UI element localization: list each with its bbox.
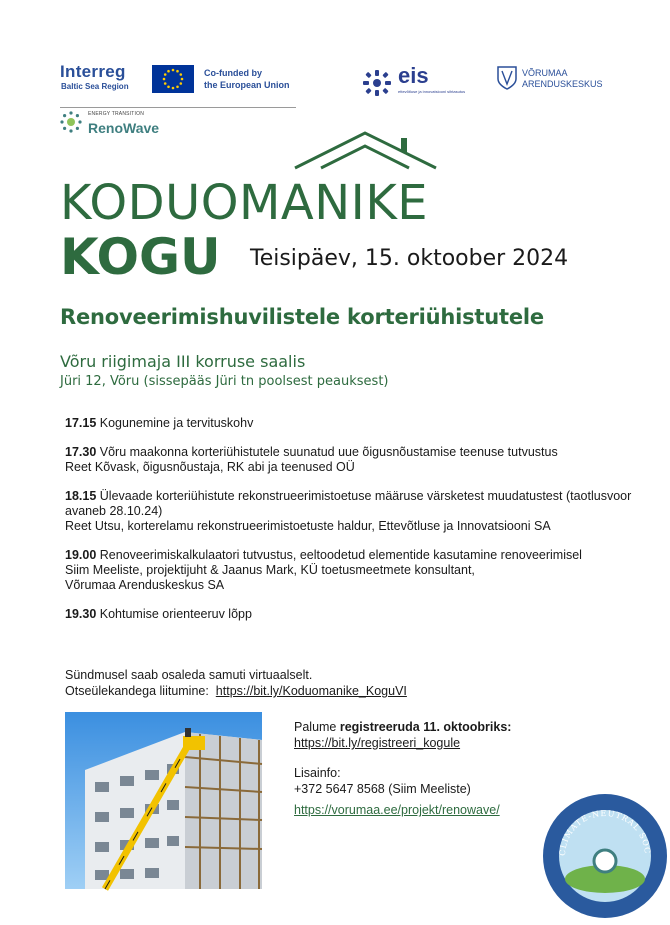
logo-divider: [60, 107, 296, 108]
agenda-speaker: Siim Meeliste, projektijuht & Jaanus Mark, KÜ toetusmeetmete konsultant,: [65, 563, 475, 577]
event-title-line2: KOGU: [60, 228, 221, 286]
agenda-speaker: Reet Utsu, korterelamu rekonstrueerimistoetuste haldur, Ettevõtluse ja Innovatsiooni SA: [65, 519, 551, 533]
virtual-participation: [65, 667, 625, 699]
project-website-link[interactable]: https://vorumaa.ee/projekt/renowave/: [294, 803, 500, 817]
agenda-time: 19.00: [65, 548, 97, 562]
eis-logo-icon: [359, 68, 395, 98]
agenda-title: Ülevaade korteriühistute rekonstrueerimistoetuse määruse värsketest muudatustest (taotlusvoor avaneb 28.10.24): [65, 489, 632, 518]
registration-request: Palume registreeruda 11. oktoobriks:: [294, 720, 512, 734]
agenda-title: Kogunemine ja tervituskohv: [99, 416, 254, 430]
agenda-item: [65, 489, 635, 534]
agenda-time: 17.30: [65, 445, 97, 459]
vorumaa-arenduskeskus-text: VÕRUMAA ARENDUSKESKUS: [522, 68, 603, 89]
agenda-item-heading: [65, 607, 635, 622]
registration-link[interactable]: https://bit.ly/registreeri_kogule: [294, 736, 461, 750]
agenda-time: 18.15: [65, 489, 97, 503]
stream-join-line: [65, 683, 625, 699]
contact-phone: +372 5647 8568 (Siim Meeliste): [294, 782, 471, 796]
stream-join-label: Otseülekandega liitumine:: [65, 684, 209, 698]
venue-address: Jüri 12, Võru (sissepääs Jüri tn poolsest peauksest): [60, 374, 389, 389]
event-date: Teisipäev, 15. oktoober 2024: [250, 246, 569, 271]
eis-logo-name: eis: [398, 63, 429, 88]
event-subtitle: Renoveerimishuvilistele korteriühistutele: [60, 305, 544, 329]
event-title-line1: KODUOMANIKE: [60, 175, 429, 231]
roof-icon: [293, 130, 438, 170]
agenda-title: Renoveerimiskalkulaatori tutvustus, eeltoodetud elementide kasutamine renoveerimisel: [99, 548, 582, 562]
renowave-icon: [60, 111, 82, 133]
eis-logo-subtitle: ettevõtluse ja innovatsiooni sihtasutus: [398, 89, 466, 94]
agenda-item: [65, 607, 635, 622]
agenda-title: Kohtumise orienteeruv lõpp: [99, 607, 252, 621]
renowave-tagline: ENERGY TRANSITION: [88, 111, 145, 117]
agenda-time: 17.15: [65, 416, 97, 430]
svg-text:CLIMATE-NEUTRAL SOCIETIES: CLIMATE-NEUTRAL SOC: [557, 808, 653, 857]
agenda-speaker: Reet Kõvask, õigusnõustaja, RK abi ja teenused OÜ: [65, 460, 355, 474]
info-label: Lisainfo:: [294, 766, 341, 780]
eu-flag-icon: [152, 65, 194, 93]
agenda-item-heading: [65, 548, 635, 563]
building-renovation-photo: [65, 712, 262, 889]
agenda-title: Võru maakonna korteriühistutele suunatud uue õigusnõustamise teenuse tutvustus: [99, 445, 558, 459]
interreg-logo-subtitle: Baltic Sea Region: [61, 82, 129, 91]
renowave-logo-name: RenoWave: [88, 120, 160, 136]
agenda-item: [65, 445, 635, 475]
agenda-speaker: Võrumaa Arenduskeskus SA: [65, 578, 225, 592]
eu-cofunded-text: Co-funded by the European Union: [204, 68, 290, 90]
venue-name: Võru riigimaja III korruse saalis: [60, 352, 306, 371]
agenda-item: [65, 416, 635, 431]
agenda-item-heading: [65, 489, 635, 519]
agenda-time: 19.30: [65, 607, 97, 621]
agenda-item-heading: [65, 445, 635, 460]
interreg-logo-title: Interreg: [60, 62, 126, 81]
agenda-item: [65, 548, 635, 593]
agenda-item-heading: [65, 416, 635, 431]
climate-neutral-societies-badge: [540, 791, 670, 921]
stream-link[interactable]: https://bit.ly/Koduomanike_KoguVI: [215, 684, 407, 698]
virtual-info-text: Sündmusel saab osaleda samuti virtuaalselt.: [65, 668, 313, 682]
agenda: [65, 416, 635, 636]
vorumaa-crest-icon: [497, 66, 517, 90]
